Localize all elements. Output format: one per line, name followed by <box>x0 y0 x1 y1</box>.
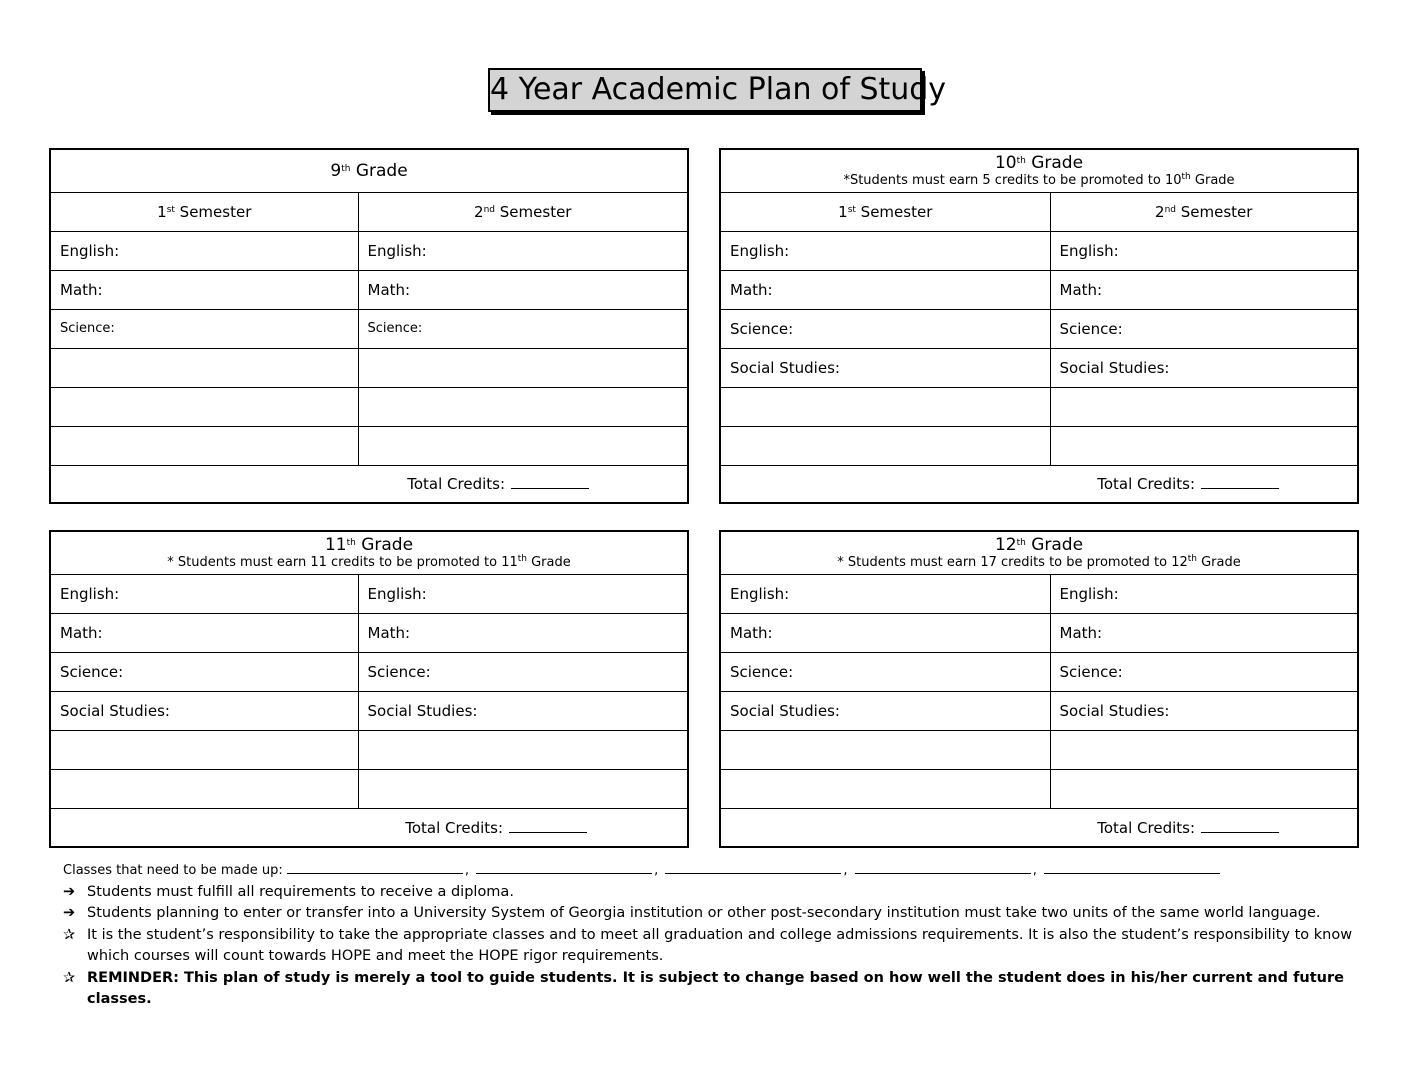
grade-11-table <box>49 530 689 848</box>
grade-10-s1-social-studies[interactable]: Social Studies: <box>720 348 1050 387</box>
note-reminder <box>63 968 1353 1011</box>
made-up-blank[interactable] <box>665 860 841 874</box>
grade-10-header <box>720 149 1358 192</box>
grade-12-s1-blank-row[interactable] <box>720 731 1050 770</box>
grade-12-s1-science[interactable]: Science: <box>720 652 1050 691</box>
grade-9-total-credits[interactable]: Total Credits: <box>50 465 688 503</box>
grade-10-semester-1-header: 1st Semester <box>720 192 1050 231</box>
note-text: Students planning to enter or transfer into a University System of Georgia institution or other post-secondary institution must take two units of the same world language. <box>87 905 1321 921</box>
page-title: 4 Year Academic Plan of Study <box>488 68 922 112</box>
grade-11-s2-social-studies[interactable]: Social Studies: <box>358 691 688 730</box>
grade-11-s2-blank-row[interactable] <box>358 731 688 770</box>
made-up-blank[interactable] <box>476 860 652 874</box>
note-diploma-requirements <box>63 882 1353 904</box>
grade-11-total-credits[interactable]: Total Credits: <box>50 809 688 847</box>
grade-12-total-credits[interactable]: Total Credits: <box>720 809 1358 847</box>
made-up-blank[interactable] <box>287 860 463 874</box>
total-credits-blank[interactable] <box>509 820 587 833</box>
grade-10-promotion-note: *Students must earn 5 credits to be promoted to 10th Grade <box>843 172 1235 189</box>
total-credits-blank[interactable] <box>1201 820 1279 833</box>
grade-10-s1-english[interactable]: English: <box>720 231 1050 270</box>
arrow-icon: ➔ <box>63 905 76 921</box>
grade-11-s1-blank-row[interactable] <box>50 731 358 770</box>
grade-9-s2-blank-row[interactable] <box>358 348 688 387</box>
grade-12-s2-math[interactable]: Math: <box>1050 613 1358 652</box>
note-text: It is the student’s responsibility to take the appropriate classes and to meet all graduation and college admissions requirements. It is also the student’s responsibility to know which courses will count towards HOPE and meet the HOPE rigor requirements. <box>87 926 1353 964</box>
grade-10-s2-blank-row[interactable] <box>1050 426 1358 465</box>
note-text: REMINDER: This plan of study is merely a tool to guide students. It is subject to change based on how well the student does in his/her current and future classes. <box>87 969 1344 1007</box>
grade-11-s1-math[interactable]: Math: <box>50 613 358 652</box>
grade-10-s2-science[interactable]: Science: <box>1050 309 1358 348</box>
grade-12-title: 12th Grade <box>994 535 1084 556</box>
grade-9-s1-english[interactable]: English: <box>50 231 358 270</box>
grade-9-table <box>49 148 689 504</box>
grade-12-header <box>720 531 1358 574</box>
grade-11-s1-social-studies[interactable]: Social Studies: <box>50 691 358 730</box>
grade-10-table <box>719 148 1359 504</box>
grade-11-title: 11th Grade <box>324 535 414 556</box>
grade-12-s2-blank-row[interactable] <box>1050 731 1358 770</box>
grade-10-s1-blank-row[interactable] <box>720 426 1050 465</box>
grade-10-s1-math[interactable]: Math: <box>720 270 1050 309</box>
note-world-language <box>63 903 1353 925</box>
grade-12-s2-social-studies[interactable]: Social Studies: <box>1050 691 1358 730</box>
grade-10-semester-2-header: 2nd Semester <box>1050 192 1358 231</box>
grade-10-title: 10th Grade <box>994 153 1084 174</box>
grade-11-s1-english[interactable]: English: <box>50 574 358 613</box>
grade-9-semester-1-header: 1st Semester <box>50 192 358 231</box>
arrow-icon: ➔ <box>63 883 76 900</box>
grade-12-s1-social-studies[interactable]: Social Studies: <box>720 691 1050 730</box>
grade-9-s2-math[interactable]: Math: <box>358 270 688 309</box>
grade-12-s1-blank-row[interactable] <box>720 770 1050 809</box>
grade-11-s2-blank-row[interactable] <box>358 770 688 809</box>
grade-9-header <box>50 149 688 192</box>
note-student-responsibility <box>63 925 1353 968</box>
made-up-classes-row: Classes that need to be made up: , , , , <box>63 860 1353 882</box>
grade-9-s1-blank-row[interactable] <box>50 426 358 465</box>
grade-12-s2-science[interactable]: Science: <box>1050 652 1358 691</box>
made-up-blank[interactable] <box>1044 860 1220 874</box>
total-credits-blank[interactable] <box>1201 476 1279 489</box>
grade-10-total-credits[interactable]: Total Credits: <box>720 465 1358 503</box>
star-icon: ✰ <box>63 926 76 943</box>
total-credits-blank[interactable] <box>511 476 589 489</box>
grade-11-s1-blank-row[interactable] <box>50 770 358 809</box>
star-icon: ✰ <box>63 969 76 986</box>
grade-10-s2-blank-row[interactable] <box>1050 387 1358 426</box>
grade-9-s2-english[interactable]: English: <box>358 231 688 270</box>
grade-10-s2-math[interactable]: Math: <box>1050 270 1358 309</box>
made-up-label: Classes that need to be made up: <box>63 863 283 878</box>
grade-12-s2-blank-row[interactable] <box>1050 770 1358 809</box>
grade-11-s2-math[interactable]: Math: <box>358 613 688 652</box>
note-text: Students must fulfill all requirements to receive a diploma. <box>87 883 514 900</box>
grade-10-s2-social-studies[interactable]: Social Studies: <box>1050 348 1358 387</box>
grade-9-s1-science[interactable]: Science: <box>50 309 358 348</box>
grade-11-promotion-note: * Students must earn 11 credits to be promoted to 11th Grade <box>167 554 571 571</box>
grade-12-table <box>719 530 1359 848</box>
grade-9-s2-blank-row[interactable] <box>358 387 688 426</box>
grade-11-s2-science[interactable]: Science: <box>358 652 688 691</box>
grade-10-s1-blank-row[interactable] <box>720 387 1050 426</box>
grade-9-s1-blank-row[interactable] <box>50 348 358 387</box>
grade-9-s2-blank-row[interactable] <box>358 426 688 465</box>
grade-9-s1-blank-row[interactable] <box>50 387 358 426</box>
grade-11-s1-science[interactable]: Science: <box>50 652 358 691</box>
grade-9-semester-2-header: 2nd Semester <box>358 192 688 231</box>
grade-9-title: 9th Grade <box>330 160 408 181</box>
made-up-blank[interactable] <box>855 860 1031 874</box>
grade-11-header <box>50 531 688 574</box>
grade-10-s2-english[interactable]: English: <box>1050 231 1358 270</box>
grade-9-s2-science[interactable]: Science: <box>358 309 688 348</box>
grade-12-s2-english[interactable]: English: <box>1050 574 1358 613</box>
grade-11-s2-english[interactable]: English: <box>358 574 688 613</box>
grade-12-s1-math[interactable]: Math: <box>720 613 1050 652</box>
grade-9-s1-math[interactable]: Math: <box>50 270 358 309</box>
grade-12-s1-english[interactable]: English: <box>720 574 1050 613</box>
notes-section <box>63 860 1353 1011</box>
grade-12-promotion-note: * Students must earn 17 credits to be promoted to 12th Grade <box>837 554 1241 571</box>
grade-10-s1-science[interactable]: Science: <box>720 309 1050 348</box>
